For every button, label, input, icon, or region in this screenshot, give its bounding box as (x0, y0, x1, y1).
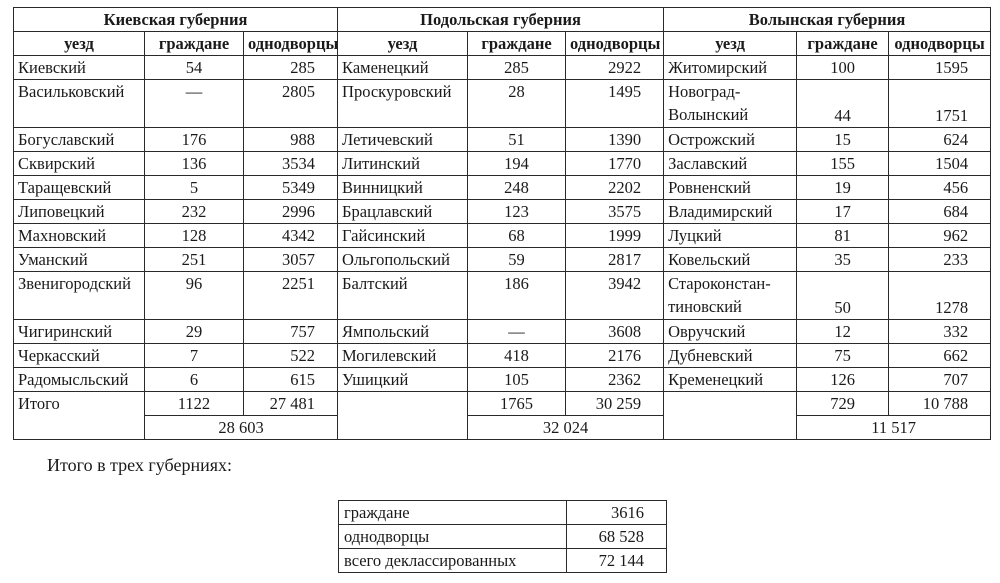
citizens-value: 123 (468, 200, 566, 224)
summary-row (339, 525, 667, 549)
odnodvortsy-value: 522 (244, 344, 338, 368)
district-name: Киевский (14, 56, 145, 80)
table-row (14, 248, 991, 272)
odnodvortsy-value: 2176 (566, 344, 664, 368)
summary-table (338, 500, 667, 573)
citizens-value: 7 (145, 344, 244, 368)
column-header: уезд (14, 32, 145, 56)
total-odnodvortsy: 30 259 (566, 392, 664, 416)
table-row (14, 224, 991, 248)
district-name: Ольгопольский (338, 248, 468, 272)
odnodvortsy-value: 2922 (566, 56, 664, 80)
district-name: Ровненский (664, 176, 797, 200)
citizens-value: 75 (797, 344, 889, 368)
column-header: уезд (338, 32, 468, 56)
district-name: Уманский (14, 248, 145, 272)
district-name: Чигиринский (14, 320, 145, 344)
citizens-value: 418 (468, 344, 566, 368)
district-name: Овручский (664, 320, 797, 344)
odnodvortsy-value: 615 (244, 368, 338, 392)
odnodvortsy-value: 988 (244, 128, 338, 152)
totals-row (14, 392, 991, 416)
odnodvortsy-value: 1751 (889, 80, 991, 128)
summary-value: 3616 (567, 501, 667, 525)
table-row (14, 200, 991, 224)
citizens-value: 251 (145, 248, 244, 272)
citizens-value: 28 (468, 80, 566, 128)
citizens-value: 59 (468, 248, 566, 272)
district-name: Острожский (664, 128, 797, 152)
district-name: Таращевский (14, 176, 145, 200)
column-header: граждане (145, 32, 244, 56)
province-header-row (14, 8, 991, 32)
citizens-value: 194 (468, 152, 566, 176)
odnodvortsy-value: 1278 (889, 272, 991, 320)
column-header: однодворцы (244, 32, 338, 56)
odnodvortsy-value: 4342 (244, 224, 338, 248)
citizens-value: 285 (468, 56, 566, 80)
odnodvortsy-value: 332 (889, 320, 991, 344)
total-citizens: 729 (797, 392, 889, 416)
summary-label: однодворцы (339, 525, 567, 549)
district-name: Богуславский (14, 128, 145, 152)
citizens-value: 35 (797, 248, 889, 272)
district-name: Кременецкий (664, 368, 797, 392)
odnodvortsy-value: 707 (889, 368, 991, 392)
citizens-value: 29 (145, 320, 244, 344)
district-name: Летичевский (338, 128, 468, 152)
citizens-value: 54 (145, 56, 244, 80)
districts-table (13, 7, 991, 440)
column-header: граждане (797, 32, 889, 56)
odnodvortsy-value: 3057 (244, 248, 338, 272)
summary-label: всего деклассированных (339, 549, 567, 573)
citizens-value: 96 (145, 272, 244, 320)
total-label: Итого (14, 392, 145, 440)
column-header: граждане (468, 32, 566, 56)
citizens-value: 128 (145, 224, 244, 248)
district-name: Луцкий (664, 224, 797, 248)
table-row (14, 128, 991, 152)
odnodvortsy-value: 3942 (566, 272, 664, 320)
table-row (14, 272, 991, 320)
district-name: Заславский (664, 152, 797, 176)
odnodvortsy-value: 3608 (566, 320, 664, 344)
table-row (14, 80, 991, 128)
citizens-value: 126 (797, 368, 889, 392)
district-name: Черкасский (14, 344, 145, 368)
table-row (14, 368, 991, 392)
odnodvortsy-value: 1595 (889, 56, 991, 80)
district-name: Брацлавский (338, 200, 468, 224)
citizens-value: 68 (468, 224, 566, 248)
district-name: Звенигородский (14, 272, 145, 320)
citizens-value: 15 (797, 128, 889, 152)
odnodvortsy-value: 3534 (244, 152, 338, 176)
total-label (664, 392, 797, 440)
province-title: Волынская губерния (664, 8, 991, 32)
citizens-value: 100 (797, 56, 889, 80)
district-name: Липовецкий (14, 200, 145, 224)
odnodvortsy-value: 624 (889, 128, 991, 152)
citizens-value: 248 (468, 176, 566, 200)
odnodvortsy-value: 2202 (566, 176, 664, 200)
citizens-value: 176 (145, 128, 244, 152)
district-name: Махновский (14, 224, 145, 248)
table-row (14, 176, 991, 200)
citizens-value: — (145, 80, 244, 128)
citizens-value: — (468, 320, 566, 344)
citizens-value: 105 (468, 368, 566, 392)
odnodvortsy-value: 456 (889, 176, 991, 200)
odnodvortsy-value: 1504 (889, 152, 991, 176)
grand-total: 32 024 (468, 416, 664, 440)
summary-value: 72 144 (567, 549, 667, 573)
district-name: Гайсинский (338, 224, 468, 248)
odnodvortsy-value: 285 (244, 56, 338, 80)
district-name: Васильковский (14, 80, 145, 128)
summary-row (339, 501, 667, 525)
summary-label: граждане (339, 501, 567, 525)
citizens-value: 81 (797, 224, 889, 248)
total-citizens: 1765 (468, 392, 566, 416)
odnodvortsy-value: 962 (889, 224, 991, 248)
total-odnodvortsy: 27 481 (244, 392, 338, 416)
province-title: Киевская губерния (14, 8, 338, 32)
district-name: Ковельский (664, 248, 797, 272)
district-name: Дубневский (664, 344, 797, 368)
district-name: Ямпольский (338, 320, 468, 344)
odnodvortsy-value: 233 (889, 248, 991, 272)
citizens-value: 12 (797, 320, 889, 344)
column-header: однодворцы (889, 32, 991, 56)
odnodvortsy-value: 2251 (244, 272, 338, 320)
citizens-value: 17 (797, 200, 889, 224)
district-name: Могилевский (338, 344, 468, 368)
grand-total: 28 603 (145, 416, 338, 440)
province-title: Подольская губерния (338, 8, 664, 32)
table-row (14, 56, 991, 80)
citizens-value: 155 (797, 152, 889, 176)
citizens-value: 19 (797, 176, 889, 200)
column-header-row (14, 32, 991, 56)
column-header: уезд (664, 32, 797, 56)
odnodvortsy-value: 2817 (566, 248, 664, 272)
district-name: Староконстан- тиновский (664, 272, 797, 320)
odnodvortsy-value: 2805 (244, 80, 338, 128)
citizens-value: 6 (145, 368, 244, 392)
citizens-value: 232 (145, 200, 244, 224)
district-name: Каменецкий (338, 56, 468, 80)
district-name: Житомирский (664, 56, 797, 80)
table-row (14, 344, 991, 368)
odnodvortsy-value: 684 (889, 200, 991, 224)
district-name: Сквирский (14, 152, 145, 176)
district-name: Новоград- Волынский (664, 80, 797, 128)
odnodvortsy-value: 662 (889, 344, 991, 368)
column-header: однодворцы (566, 32, 664, 56)
district-name: Винницкий (338, 176, 468, 200)
district-name: Радомысльский (14, 368, 145, 392)
district-name: Балтский (338, 272, 468, 320)
odnodvortsy-value: 757 (244, 320, 338, 344)
citizens-value: 50 (797, 272, 889, 320)
odnodvortsy-value: 1770 (566, 152, 664, 176)
odnodvortsy-value: 1999 (566, 224, 664, 248)
district-name: Владимирский (664, 200, 797, 224)
district-name: Проскуровский (338, 80, 468, 128)
total-citizens: 1122 (145, 392, 244, 416)
odnodvortsy-value: 5349 (244, 176, 338, 200)
district-name: Ушицкий (338, 368, 468, 392)
odnodvortsy-value: 2362 (566, 368, 664, 392)
total-label (338, 392, 468, 440)
summary-value: 68 528 (567, 525, 667, 549)
table-row (14, 320, 991, 344)
citizens-value: 136 (145, 152, 244, 176)
table-row (14, 152, 991, 176)
odnodvortsy-value: 1495 (566, 80, 664, 128)
total-odnodvortsy: 10 788 (889, 392, 991, 416)
citizens-value: 44 (797, 80, 889, 128)
odnodvortsy-value: 1390 (566, 128, 664, 152)
odnodvortsy-value: 3575 (566, 200, 664, 224)
citizens-value: 5 (145, 176, 244, 200)
grand-total-row (14, 416, 991, 440)
district-name: Литинский (338, 152, 468, 176)
citizens-value: 186 (468, 272, 566, 320)
grand-total: 11 517 (797, 416, 991, 440)
summary-row (339, 549, 667, 573)
odnodvortsy-value: 2996 (244, 200, 338, 224)
summary-title: Итого в трех губерниях: (47, 455, 233, 475)
citizens-value: 51 (468, 128, 566, 152)
